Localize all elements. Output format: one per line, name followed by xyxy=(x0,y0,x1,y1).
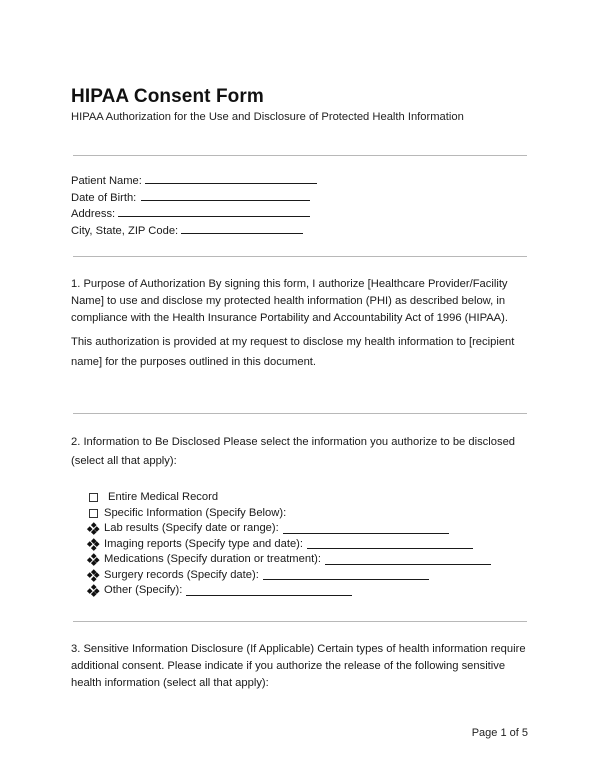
bullet-label: Lab results (Specify date or range): xyxy=(104,522,279,534)
bullet-label: Surgery records (Specify date): xyxy=(104,568,259,581)
section2-heading: 2. Information to Be Disclosed Please select the information you authorize to be disclosed (select all that apply): xyxy=(71,436,516,467)
document-subtitle: HIPAA Authorization for the Use and Disclosure of Protected Health Information xyxy=(71,111,464,123)
patient-info-fields xyxy=(71,173,317,239)
disclosure-checkbox-list xyxy=(89,489,286,521)
divider xyxy=(73,621,527,622)
checkbox-item-entire-record[interactable] xyxy=(89,489,286,505)
dob-field[interactable] xyxy=(141,191,310,201)
city-state-zip-row xyxy=(71,223,317,240)
bullet-item-other xyxy=(88,583,491,599)
checkbox-label: Entire Medical Record xyxy=(108,491,219,503)
bullet-item-lab-results xyxy=(88,521,491,537)
page-number: Page 1 of 5 xyxy=(471,727,528,739)
divider xyxy=(73,256,527,257)
section1-paragraph1: 1. Purpose of Authorization By signing this form, I authorize [Healthcare Provider/Facility Name] to use and disclose my protected health information (PHI) as described below, in compliance with the Health Insurance Portability and Accountability Act of 1996 (HIPAA). xyxy=(71,278,508,324)
bullet-label: Medications (Specify duration or treatment): xyxy=(104,553,322,565)
lab-results-field[interactable] xyxy=(283,524,449,534)
dob-label: Date of Birth: xyxy=(71,191,137,204)
bullet-item-surgery-records xyxy=(88,568,491,584)
divider xyxy=(73,413,527,414)
surgery-records-field[interactable] xyxy=(263,570,429,580)
bullet-label: Other (Specify): xyxy=(104,584,183,596)
city-state-zip-label: City, State, ZIP Code: xyxy=(71,224,179,237)
bullet-item-imaging-reports xyxy=(88,537,491,553)
patient-name-label: Patient Name: xyxy=(71,175,142,187)
address-label: Address: xyxy=(71,208,116,220)
diamond-bullet-icon xyxy=(88,539,99,550)
other-field[interactable] xyxy=(186,586,352,596)
checkbox-icon[interactable] xyxy=(89,493,98,502)
address-field[interactable] xyxy=(118,207,310,217)
patient-name-row xyxy=(71,173,317,190)
medications-field[interactable] xyxy=(325,555,491,565)
dob-row xyxy=(71,190,317,207)
checkbox-item-specific-info[interactable] xyxy=(89,505,286,521)
diamond-bullet-icon xyxy=(88,523,99,534)
city-state-zip-field[interactable] xyxy=(181,224,303,234)
imaging-reports-field[interactable] xyxy=(307,539,473,549)
document-title: HIPAA Consent Form xyxy=(71,86,264,107)
bullet-item-medications xyxy=(88,552,491,568)
section1-paragraph2: This authorization is provided at my request to disclose my health information to [recipient name] for the purposes outlined in this document. xyxy=(71,336,515,368)
diamond-bullet-icon xyxy=(88,570,99,581)
specific-info-bullet-list xyxy=(88,521,491,599)
bullet-label: Imaging reports (Specify type and date): xyxy=(104,537,303,550)
patient-name-field[interactable] xyxy=(145,174,317,184)
diamond-bullet-icon xyxy=(88,554,99,565)
address-row xyxy=(71,206,317,223)
diamond-bullet-icon xyxy=(88,585,99,596)
checkbox-label: Specific Information (Specify Below): xyxy=(104,507,287,519)
section3-heading: 3. Sensitive Information Disclosure (If Applicable) Certain types of health information require additional consent. Please indicate if you authorize the release of the following sensitive health information (select all that apply): xyxy=(71,643,526,689)
divider xyxy=(73,155,527,156)
checkbox-icon[interactable] xyxy=(89,509,98,518)
